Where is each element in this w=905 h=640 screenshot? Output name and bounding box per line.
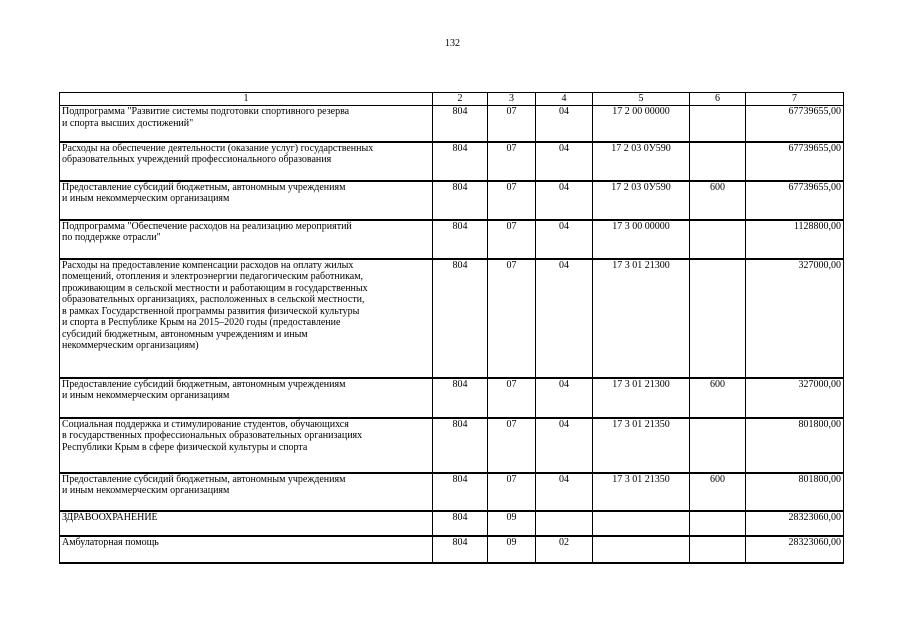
subsection-code-cell: 04 bbox=[536, 473, 593, 511]
row-name-line: в государственных профессиональных образовательных организациях bbox=[62, 430, 363, 441]
page-number: 132 bbox=[445, 38, 460, 49]
expense-type-cell bbox=[690, 511, 746, 536]
row-name-line: Подпрограмма "Обеспечение расходов на реализацию мероприятий bbox=[62, 220, 352, 232]
expense-type-cell: 600 bbox=[690, 378, 746, 418]
ved-code-cell: 804 bbox=[433, 418, 488, 473]
row-name-line: Предоставление субсидий бюджетным, автономным учреждениям bbox=[62, 181, 346, 193]
table-row bbox=[60, 418, 844, 473]
ved-code-cell: 804 bbox=[433, 511, 488, 536]
table-body bbox=[60, 106, 844, 563]
row-name-line: ЗДРАВООХРАНЕНИЕ bbox=[62, 511, 158, 523]
subsection-code-cell: 04 bbox=[536, 220, 593, 259]
amount-cell: 67739655,00 bbox=[746, 106, 844, 142]
table-row bbox=[60, 536, 844, 563]
row-name-line: и иным некоммерческим организациям bbox=[62, 485, 230, 496]
row-name-cell bbox=[60, 181, 433, 220]
table-header-row bbox=[60, 93, 844, 106]
target-article-cell: 17 2 00 00000 bbox=[593, 106, 690, 142]
column-header: 2 bbox=[433, 93, 488, 106]
ved-code-cell: 804 bbox=[433, 536, 488, 563]
ved-code-cell: 804 bbox=[433, 473, 488, 511]
section-code-cell: 07 bbox=[488, 142, 536, 181]
row-name-cell bbox=[60, 418, 433, 473]
target-article-cell bbox=[593, 536, 690, 563]
amount-cell: 1128800,00 bbox=[746, 220, 844, 259]
column-header: 5 bbox=[593, 93, 690, 106]
row-name-cell bbox=[60, 511, 433, 536]
subsection-code-cell: 02 bbox=[536, 536, 593, 563]
row-name-cell bbox=[60, 259, 433, 378]
row-name-line: Республики Крым в сфере физической культуры и спорта bbox=[62, 441, 308, 453]
expense-type-cell: 600 bbox=[690, 473, 746, 511]
amount-cell: 28323060,00 bbox=[746, 536, 844, 563]
expense-type-cell bbox=[690, 142, 746, 181]
expense-type-cell bbox=[690, 106, 746, 142]
target-article-cell: 17 2 03 0У590 bbox=[593, 181, 690, 220]
table-row bbox=[60, 473, 844, 511]
target-article-cell: 17 3 01 21350 bbox=[593, 473, 690, 511]
table-row bbox=[60, 142, 844, 181]
table-row bbox=[60, 511, 844, 536]
subsection-code-cell bbox=[536, 511, 593, 536]
row-name-cell bbox=[60, 220, 433, 259]
row-name-line: в рамках Государственной программы развития физической культуры bbox=[62, 305, 360, 317]
row-name-cell bbox=[60, 378, 433, 418]
row-name-line: Социальная поддержка и стимулирование студентов, обучающихся bbox=[62, 418, 349, 430]
column-header: 6 bbox=[690, 93, 746, 106]
section-code-cell: 09 bbox=[488, 511, 536, 536]
section-code-cell: 07 bbox=[488, 259, 536, 378]
table-row bbox=[60, 220, 844, 259]
row-name-cell bbox=[60, 536, 433, 563]
subsection-code-cell: 04 bbox=[536, 378, 593, 418]
amount-cell: 28323060,00 bbox=[746, 511, 844, 536]
ved-code-cell: 804 bbox=[433, 106, 488, 142]
row-name-line: образовательных организациях, расположенных в сельской местности, bbox=[62, 294, 365, 305]
row-name-line: субсидий бюджетным, автономным учреждениям и иным bbox=[62, 328, 308, 340]
table-row bbox=[60, 378, 844, 418]
row-name-line: помещений, отопления и электроэнергии педагогическим работникам, bbox=[62, 271, 364, 282]
amount-cell: 67739655,00 bbox=[746, 142, 844, 181]
row-name-line: Подпрограмма "Развитие системы подготовки спортивного резерва bbox=[62, 106, 350, 117]
ved-code-cell: 804 bbox=[433, 181, 488, 220]
row-name-line: Расходы на обеспечение деятельности (оказание услуг) государственных bbox=[62, 142, 374, 154]
section-code-cell: 09 bbox=[488, 536, 536, 563]
column-header: 4 bbox=[536, 93, 593, 106]
row-name-line: Амбулаторная помощь bbox=[62, 536, 159, 548]
row-name-line: и спорта высших достижений" bbox=[62, 117, 194, 129]
ved-code-cell: 804 bbox=[433, 220, 488, 259]
target-article-cell: 17 3 01 21300 bbox=[593, 259, 690, 378]
row-name-line: образовательных учреждений профессионального образования bbox=[62, 154, 332, 165]
row-name-cell bbox=[60, 473, 433, 511]
row-name-line: Предоставление субсидий бюджетным, автономным учреждениям bbox=[62, 378, 346, 390]
subsection-code-cell: 04 bbox=[536, 418, 593, 473]
amount-cell: 327000,00 bbox=[746, 259, 844, 378]
amount-cell: 801800,00 bbox=[746, 418, 844, 473]
row-name-line: и иным некоммерческим организациям bbox=[62, 193, 230, 204]
column-header: 7 bbox=[746, 93, 844, 106]
subsection-code-cell: 04 bbox=[536, 259, 593, 378]
amount-cell: 67739655,00 bbox=[746, 181, 844, 220]
section-code-cell: 07 bbox=[488, 220, 536, 259]
ved-code-cell: 804 bbox=[433, 259, 488, 378]
subsection-code-cell: 04 bbox=[536, 106, 593, 142]
table-row bbox=[60, 106, 844, 142]
row-name-cell bbox=[60, 106, 433, 142]
target-article-cell: 17 2 03 0У590 bbox=[593, 142, 690, 181]
row-name-line: Предоставление субсидий бюджетным, автономным учреждениям bbox=[62, 473, 346, 485]
target-article-cell: 17 3 00 00000 bbox=[593, 220, 690, 259]
row-name-line: и иным некоммерческим организациям bbox=[62, 390, 230, 401]
expense-type-cell bbox=[690, 536, 746, 563]
column-header: 3 bbox=[488, 93, 536, 106]
subsection-code-cell: 04 bbox=[536, 142, 593, 181]
section-code-cell: 07 bbox=[488, 418, 536, 473]
amount-cell: 327000,00 bbox=[746, 378, 844, 418]
subsection-code-cell: 04 bbox=[536, 181, 593, 220]
expense-type-cell bbox=[690, 418, 746, 473]
column-header: 1 bbox=[60, 93, 433, 106]
ved-code-cell: 804 bbox=[433, 378, 488, 418]
row-name-cell bbox=[60, 142, 433, 181]
row-name-line: Расходы на предоставление компенсации расходов на оплату жилых bbox=[62, 259, 354, 271]
ved-code-cell: 804 bbox=[433, 142, 488, 181]
table-row bbox=[60, 259, 844, 378]
row-name-line: проживающим в сельской местности и работающим в государственных bbox=[62, 282, 368, 294]
target-article-cell: 17 3 01 21350 bbox=[593, 418, 690, 473]
row-name-line: некоммерческим организациям) bbox=[62, 340, 199, 351]
table-row bbox=[60, 181, 844, 220]
expense-type-cell: 600 bbox=[690, 181, 746, 220]
target-article-cell: 17 3 01 21300 bbox=[593, 378, 690, 418]
target-article-cell bbox=[593, 511, 690, 536]
section-code-cell: 07 bbox=[488, 473, 536, 511]
section-code-cell: 07 bbox=[488, 181, 536, 220]
section-code-cell: 07 bbox=[488, 106, 536, 142]
row-name-line: по поддержке отрасли" bbox=[62, 232, 161, 243]
expense-type-cell bbox=[690, 259, 746, 378]
section-code-cell: 07 bbox=[488, 378, 536, 418]
row-name-line: и спорта в Республике Крым на 2015–2020 годы (предоставление bbox=[62, 317, 341, 328]
budget-table bbox=[59, 92, 844, 564]
expense-type-cell bbox=[690, 220, 746, 259]
amount-cell: 801800,00 bbox=[746, 473, 844, 511]
